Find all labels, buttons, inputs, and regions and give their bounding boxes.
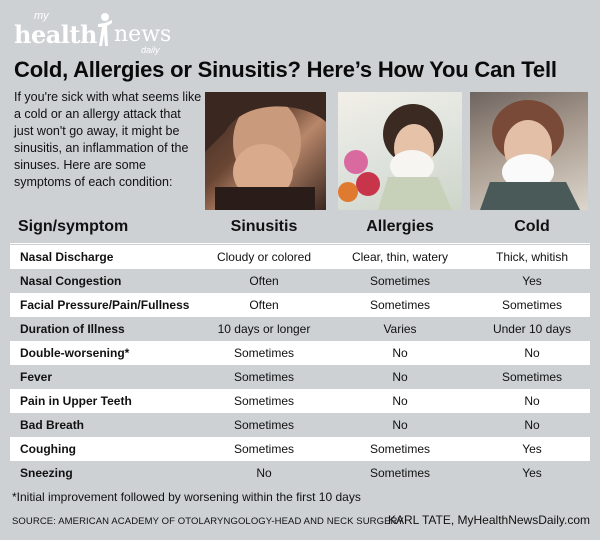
allergies-cell: Varies	[383, 322, 417, 336]
sinusitis-cell: Sometimes	[233, 346, 295, 360]
page-title: Cold, Allergies or Sinusitis? Here’s How You Can Tell	[14, 57, 557, 82]
logo-my-text: my	[34, 10, 49, 22]
cold-cell: Sometimes	[501, 298, 563, 312]
row-label: Double-worsening*	[20, 346, 130, 360]
row-label: Nasal Congestion	[20, 274, 122, 288]
allergies-cell: Sometimes	[369, 442, 431, 456]
sinusitis-cell: No	[256, 466, 272, 480]
row-label: Sneezing	[20, 466, 73, 480]
cold-cell: No	[524, 346, 540, 360]
allergies-cell: Sometimes	[369, 466, 431, 480]
table-row	[10, 245, 590, 269]
cold-cell: Under 10 days	[492, 322, 572, 336]
row-label: Pain in Upper Teeth	[20, 394, 132, 408]
row-label: Coughing	[20, 442, 76, 456]
header-cold: Cold	[514, 218, 550, 235]
row-label: Nasal Discharge	[20, 250, 114, 264]
table-row	[10, 317, 590, 341]
allergies-cell: Sometimes	[369, 298, 431, 312]
person-figure-icon	[96, 12, 114, 48]
cold-cell: Yes	[522, 466, 542, 480]
site-logo[interactable]	[14, 10, 174, 55]
sinusitis-cell: Cloudy or colored	[216, 250, 312, 264]
header-allergies: Allergies	[366, 218, 434, 235]
row-label: Bad Breath	[20, 418, 85, 432]
header-divider	[10, 243, 590, 244]
row-label: Facial Pressure/Pain/Fullness	[20, 298, 190, 312]
footnote: *Initial improvement followed by worsening within the first 10 days	[12, 490, 361, 504]
table-row	[10, 293, 590, 317]
source-line: SOURCE: AMERICAN ACADEMY OF OTOLARYNGOLOGY-HEAD AND NECK SURGERY	[12, 516, 404, 527]
row-label: Fever	[20, 370, 53, 384]
sinusitis-photo	[205, 92, 326, 210]
sinusitis-cell: Sometimes	[233, 418, 295, 432]
cold-photo	[470, 92, 588, 210]
logo-news-text: news	[114, 22, 172, 47]
allergies-cell: No	[392, 418, 408, 432]
intro-paragraph: If you're sick with what seems like a cold or an allergy attack that just won't go away, it might be sinusitis, an inflammation of the sinuses. Here are some symptoms of each condition:	[14, 90, 202, 189]
table-row	[10, 269, 590, 293]
cold-cell: Yes	[522, 442, 542, 456]
logo-daily-text: daily	[141, 45, 160, 55]
cold-cell: Sometimes	[501, 370, 563, 384]
header-sinusitis: Sinusitis	[230, 218, 298, 235]
table-row	[10, 389, 590, 413]
table-row	[10, 461, 590, 485]
credit-line: KARL TATE, MyHealthNewsDaily.com	[387, 513, 590, 527]
allergies-cell: No	[392, 346, 408, 360]
header-sign-symptom: Sign/symptom	[18, 218, 129, 235]
row-label: Duration of Illness	[20, 322, 125, 336]
allergies-cell: Sometimes	[369, 274, 431, 288]
table-row	[10, 365, 590, 389]
cold-cell: Thick, whitish	[495, 250, 569, 264]
allergies-photo	[338, 92, 462, 210]
logo-health-text: health	[14, 20, 97, 49]
sinusitis-cell: Sometimes	[233, 394, 295, 408]
sinusitis-cell: Sometimes	[233, 370, 295, 384]
allergies-cell: No	[392, 394, 408, 408]
sinusitis-cell: Often	[249, 274, 279, 288]
cold-cell: No	[524, 394, 540, 408]
sinusitis-cell: Sometimes	[233, 442, 295, 456]
table-row	[10, 341, 590, 365]
sinusitis-cell: Often	[249, 298, 279, 312]
allergies-cell: Clear, thin, watery	[351, 250, 449, 264]
cold-cell: Yes	[522, 274, 542, 288]
table-row	[10, 437, 590, 461]
allergies-cell: No	[392, 370, 408, 384]
cold-cell: No	[524, 418, 540, 432]
sinusitis-cell: 10 days or longer	[217, 322, 311, 336]
table-row	[10, 413, 590, 437]
